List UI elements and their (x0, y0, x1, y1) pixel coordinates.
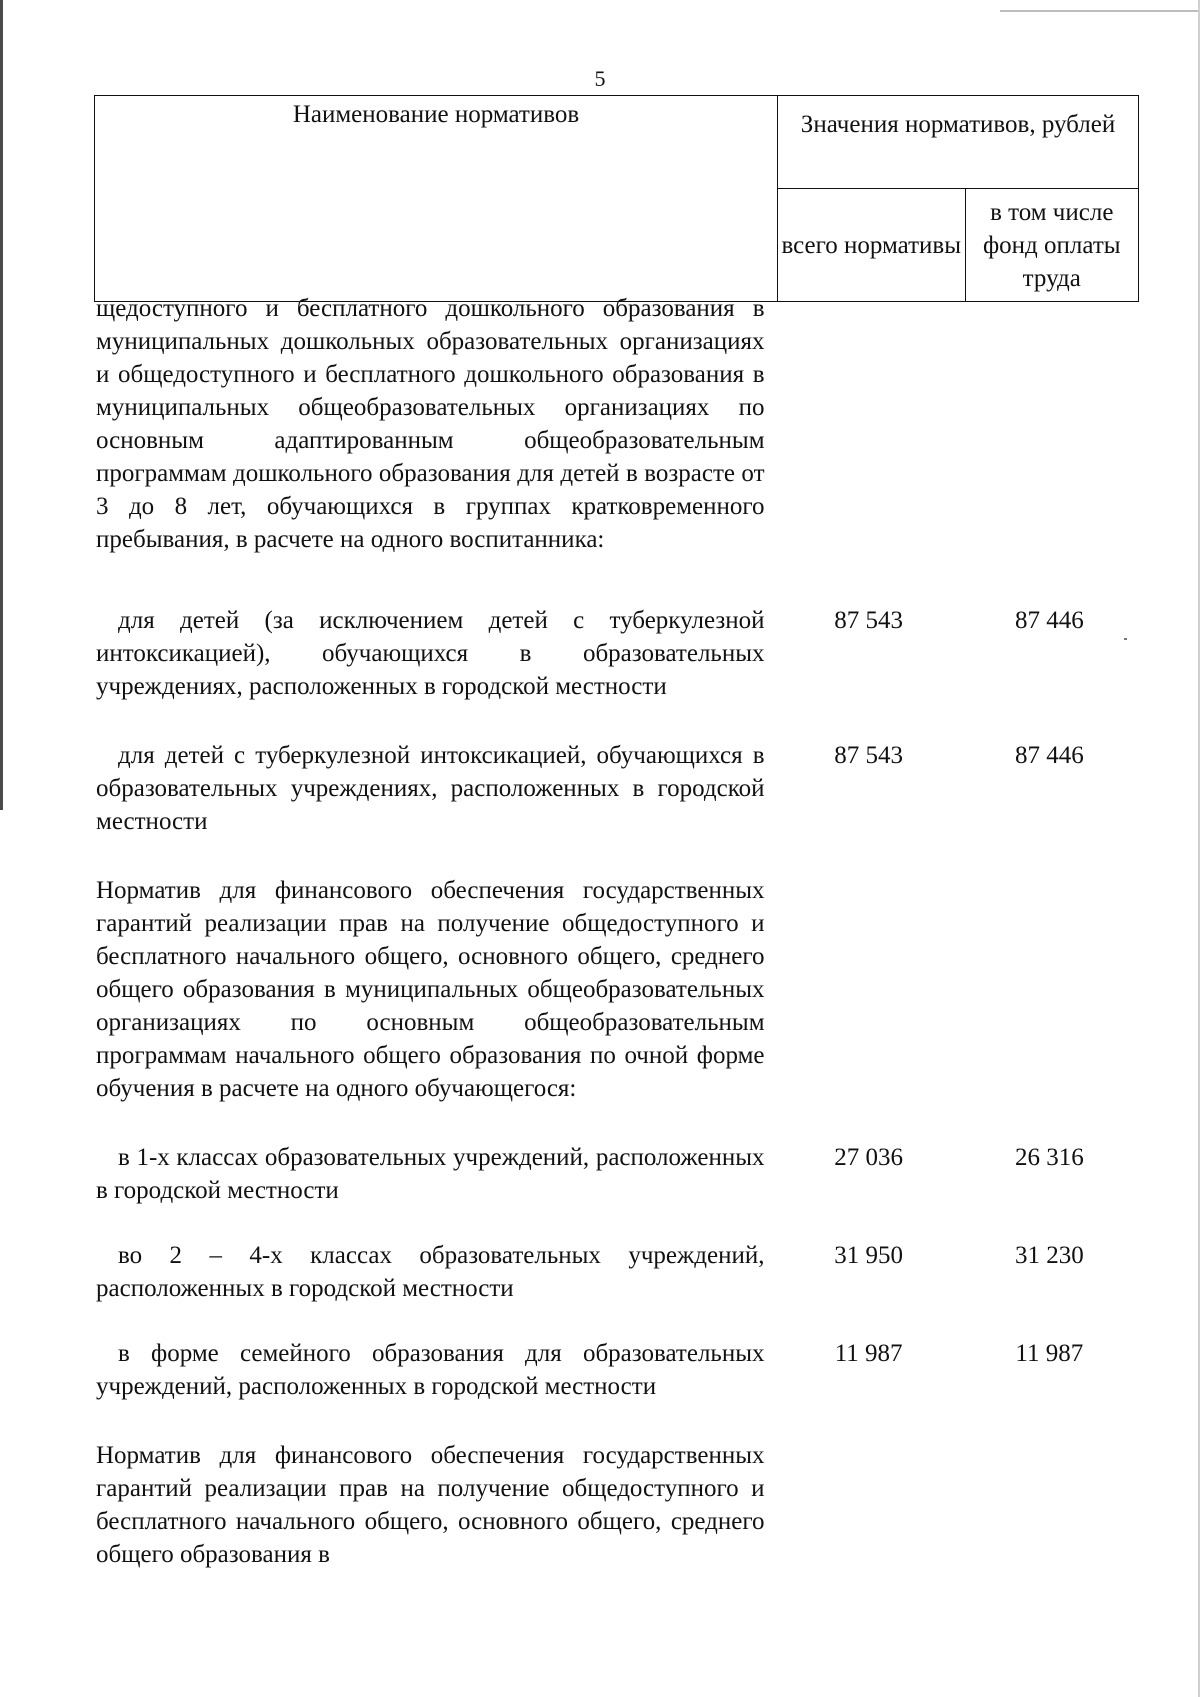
row-payroll: 87 446 (1014, 742, 1084, 769)
table-row (96, 1439, 1136, 1571)
row-total: 11 987 (834, 1340, 903, 1367)
table-row (96, 1141, 1136, 1207)
row-total (775, 1439, 963, 1571)
row-text: в 1-х классах образовательных учреждений, расположенных в городской местности (96, 1144, 765, 1204)
row-total: 27 036 (834, 1144, 903, 1171)
header-total: всего нормативы (778, 189, 966, 302)
row-text: щедоступного и бесплатного дошкольного образования в муниципальных дошкольных образовательных организациях и общедоступного и бесплатного дошкольного образования в муниципальных общеобразовательных организациях по основным адаптированным общеобразовательным программам дошкольного образования для детей в возрасте от 3 до 8 лет, обучающихся в группах кратковременного пребывания, в расчете на одного воспитанника: (96, 295, 765, 553)
scan-edge-left (0, 0, 3, 810)
row-payroll (963, 1439, 1136, 1571)
row-text: Норматив для финансового обеспечения государственных гарантий реализации прав на получение общедоступного и бесплатного начального общего, основного общего, среднего общего образования в (96, 1442, 765, 1568)
row-text: для детей с туберкулезной интоксикацией, обучающихся в образовательных учреждениях, расположенных в городской местности (96, 742, 765, 835)
header-values: Значения нормативов, рублей (778, 96, 1139, 189)
row-total: 31 950 (834, 1242, 903, 1269)
header-name: Наименование нормативов (95, 96, 778, 302)
row-text: во 2 – 4-х классах образовательных учреждений, расположенных в городской местности (96, 1242, 765, 1302)
table-row (96, 1337, 1136, 1403)
row-total: 87 543 (834, 607, 903, 634)
row-text: в форме семейного образования для образовательных учреждений, расположенных в городской местности (96, 1340, 765, 1400)
row-payroll (963, 874, 1136, 1105)
row-total (775, 292, 963, 556)
table-row (96, 1239, 1136, 1305)
row-payroll: 11 987 (1015, 1340, 1084, 1367)
header-payroll: в том числе фонд оплаты труда (965, 189, 1138, 302)
table-row (96, 739, 1136, 838)
row-payroll (963, 292, 1136, 556)
table-header (94, 95, 1139, 302)
row-payroll: 87 446 (1014, 607, 1084, 634)
row-payroll: 26 316 (1014, 1144, 1084, 1171)
page-number: 5 (594, 66, 606, 91)
scan-edge-top (1000, 10, 1200, 12)
row-text: Норматив для финансового обеспечения государственных гарантий реализации прав на получение общедоступного и бесплатного начального общего, основного общего, среднего общего образования в муниципальных общеобразовательных организациях по основным общеобразовательным программам начального общего образования по очной форме обучения в расчете на одного обучающегося: (96, 877, 765, 1102)
row-payroll: 31 230 (1014, 1242, 1084, 1269)
table-body (96, 292, 1136, 1571)
table-row (96, 292, 1136, 556)
row-text: для детей (за исключением детей с туберкулезной интоксикацией), обучающихся в образовательных учреждениях, расположенных в городской местности (96, 607, 765, 700)
table-row (96, 604, 1136, 703)
row-total: 87 543 (834, 742, 903, 769)
table-row (96, 874, 1136, 1105)
row-total (775, 874, 963, 1105)
